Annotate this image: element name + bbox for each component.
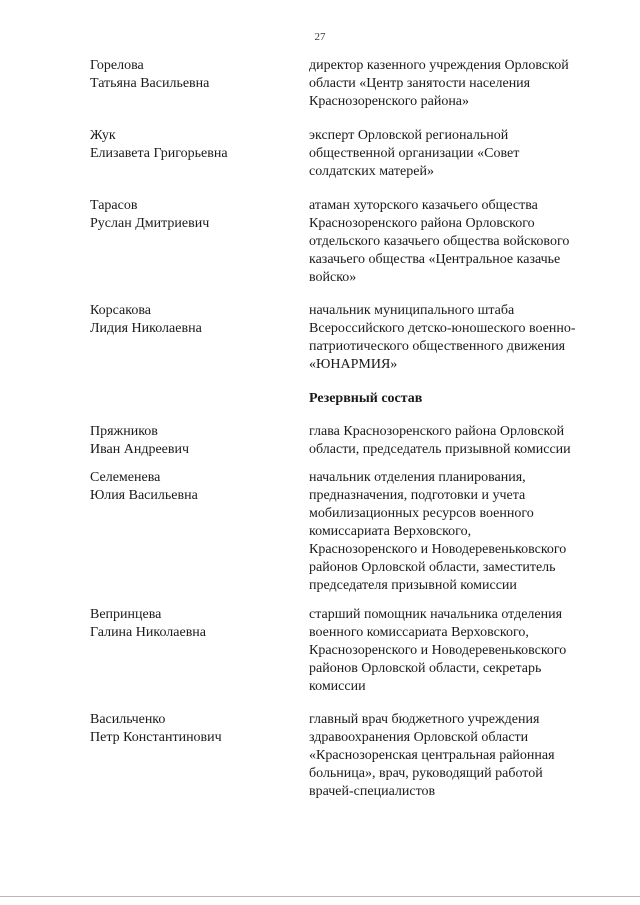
member-given-name: Татьяна Васильевна [90, 76, 210, 91]
role-line: предназначения, подготовки и учета [309, 488, 526, 503]
role-line: здравоохранения Орловской области [309, 730, 529, 745]
member-role [309, 57, 609, 111]
role-line: патриотического общественного движения [309, 339, 566, 354]
role-line: войско» [309, 270, 357, 285]
reserve-section-heading: Резервный состав [309, 391, 423, 406]
role-line: военного комиссариата Верховского, [309, 625, 529, 640]
role-line: солдатских матерей» [309, 164, 434, 179]
role-line: казачьего общества «Центральное казачье [309, 252, 561, 267]
member-name [90, 469, 290, 505]
member-given-name: Юлия Васильевна [90, 488, 198, 503]
page-number: 27 [314, 31, 326, 43]
role-line: отдельского казачьего общества войскового [309, 234, 570, 249]
member-name [90, 197, 290, 233]
member-surname: Вепринцева [90, 607, 162, 622]
role-line: врачей-специалистов [309, 784, 436, 799]
member-name [90, 302, 290, 338]
role-line: председателя призывной комиссии [309, 578, 517, 593]
role-line: Краснозоренского и Новодеревеньковского [309, 542, 567, 557]
scan-edge-line [0, 896, 640, 897]
member-surname: Тарасов [90, 198, 138, 213]
member-name [90, 606, 290, 642]
member-surname: Васильченко [90, 712, 166, 727]
role-line: районов Орловской области, заместитель [309, 560, 556, 575]
member-given-name: Иван Андреевич [90, 442, 190, 457]
role-line: комиссариата Верховского, [309, 524, 472, 539]
member-given-name: Петр Константинович [90, 730, 222, 745]
role-line: Краснозоренского района» [309, 94, 470, 109]
role-line: «Краснозоренская центральная районная [309, 748, 555, 763]
member-surname: Горелова [90, 58, 144, 73]
role-line: главный врач бюджетного учреждения [309, 712, 540, 727]
role-line: старший помощник начальника отделения [309, 607, 563, 622]
role-line: районов Орловской области, секретарь [309, 661, 542, 676]
member-name [90, 57, 290, 93]
member-role [309, 606, 609, 696]
member-role [309, 423, 609, 459]
role-line: области «Центр занятости населения [309, 76, 531, 91]
member-surname: Селеменева [90, 470, 161, 485]
member-given-name: Галина Николаевна [90, 625, 207, 640]
member-surname: Жук [90, 128, 116, 143]
member-role [309, 711, 609, 801]
role-line: атаман хуторского казачьего общества [309, 198, 538, 213]
member-surname: Пряжников [90, 424, 158, 439]
member-role [309, 127, 609, 181]
member-surname: Корсакова [90, 303, 151, 318]
role-line: директор казенного учреждения Орловской [309, 58, 569, 73]
role-line: комиссии [309, 679, 366, 694]
member-given-name: Елизавета Григорьевна [90, 146, 228, 161]
role-line: общественной организации «Совет [309, 146, 520, 161]
member-role [309, 197, 609, 287]
member-role [309, 469, 609, 595]
member-given-name: Лидия Николаевна [90, 321, 202, 336]
role-line: начальник муниципального штаба [309, 303, 515, 318]
role-line: «ЮНАРМИЯ» [309, 357, 398, 372]
member-name [90, 127, 290, 163]
role-line: области, председатель призывной комиссии [309, 442, 571, 457]
role-line: эксперт Орловской региональной [309, 128, 509, 143]
member-role [309, 302, 609, 374]
role-line: больница», врач, руководящий работой [309, 766, 543, 781]
role-line: Краснозоренского и Новодеревеньковского [309, 643, 567, 658]
member-name [90, 423, 290, 459]
member-given-name: Руслан Дмитриевич [90, 216, 210, 231]
member-name [90, 711, 290, 747]
role-line: Всероссийского детско-юношеского военно- [309, 321, 576, 336]
role-line: мобилизационных ресурсов военного [309, 506, 534, 521]
role-line: Краснозоренского района Орловского [309, 216, 535, 231]
role-line: глава Краснозоренского района Орловской [309, 424, 565, 439]
role-line: начальник отделения планирования, [309, 470, 526, 485]
